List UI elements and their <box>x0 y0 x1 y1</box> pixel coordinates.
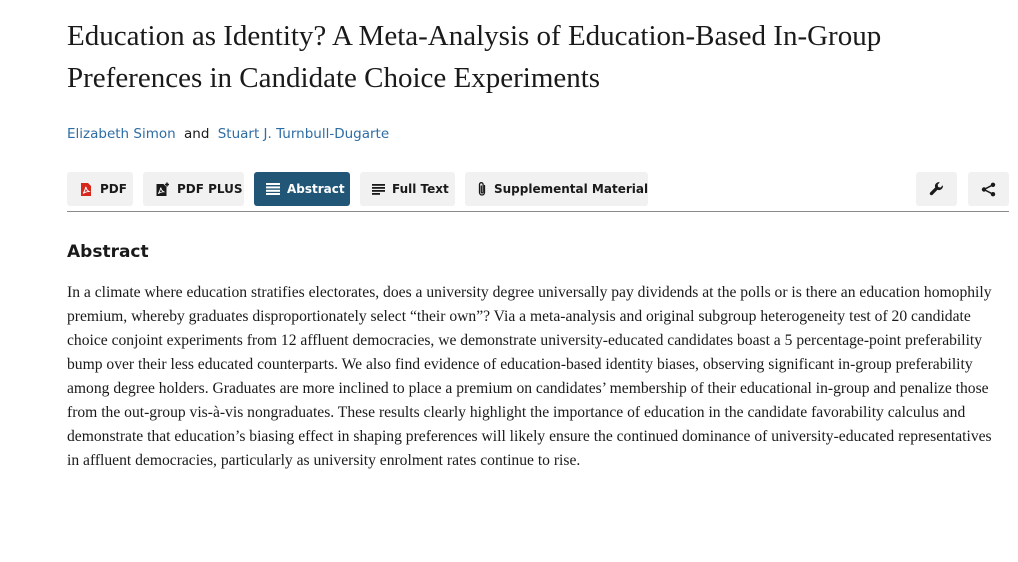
article-title: Education as Identity? A Meta-Analysis of Education-Based In-Group Preferences in Candidate Choice Experiments <box>67 20 882 94</box>
abstract-text: In a climate where education stratifies electorates, does a university degree universally pay dividends at the polls or is there an education homophily premium, whereby graduates disproportionately select “their own”? Via a meta-analysis and original subgroup heterogeneity test of 20 candidate choice conjoint experiments from 12 affluent democracies, we demonstrate university-educated candidates boast a 5 percentage-point preferability bump over their less educated counterparts. We also find evidence of education-based identity biases, observing significant in-group preferability among degree holders. Graduates are more inclined to place a premium on candidates’ membership of their educational in-group and penalize those from the out-group vis-à-vis nongraduates. These results clearly highlight the importance of education in the candidate favorability calculus and demonstrate that education’s biasing effect in shaping preferences will likely ensure the continued dominance of university-educated representatives in affluent democracies, particularly as university enrolment rates continue to rise. <box>67 284 992 469</box>
content-area <box>67 0 1009 562</box>
author-link-stuart-turnbull-dugarte[interactable]: Stuart J. Turnbull-Dugarte <box>217 126 390 142</box>
abstract-button-label: Abstract <box>287 182 345 196</box>
author-link-elizabeth-simon[interactable]: Elizabeth Simon <box>67 126 176 142</box>
author-separator: and <box>184 126 210 142</box>
toolbar-divider <box>67 211 1009 212</box>
supplemental-material-button-label: Supplemental Material <box>494 182 649 196</box>
abstract-heading: Abstract <box>67 242 149 262</box>
pdf-button-label: PDF <box>100 182 127 196</box>
full-text-button-label: Full Text <box>392 182 449 196</box>
pdf-plus-button-label: PDF PLUS <box>177 182 243 196</box>
